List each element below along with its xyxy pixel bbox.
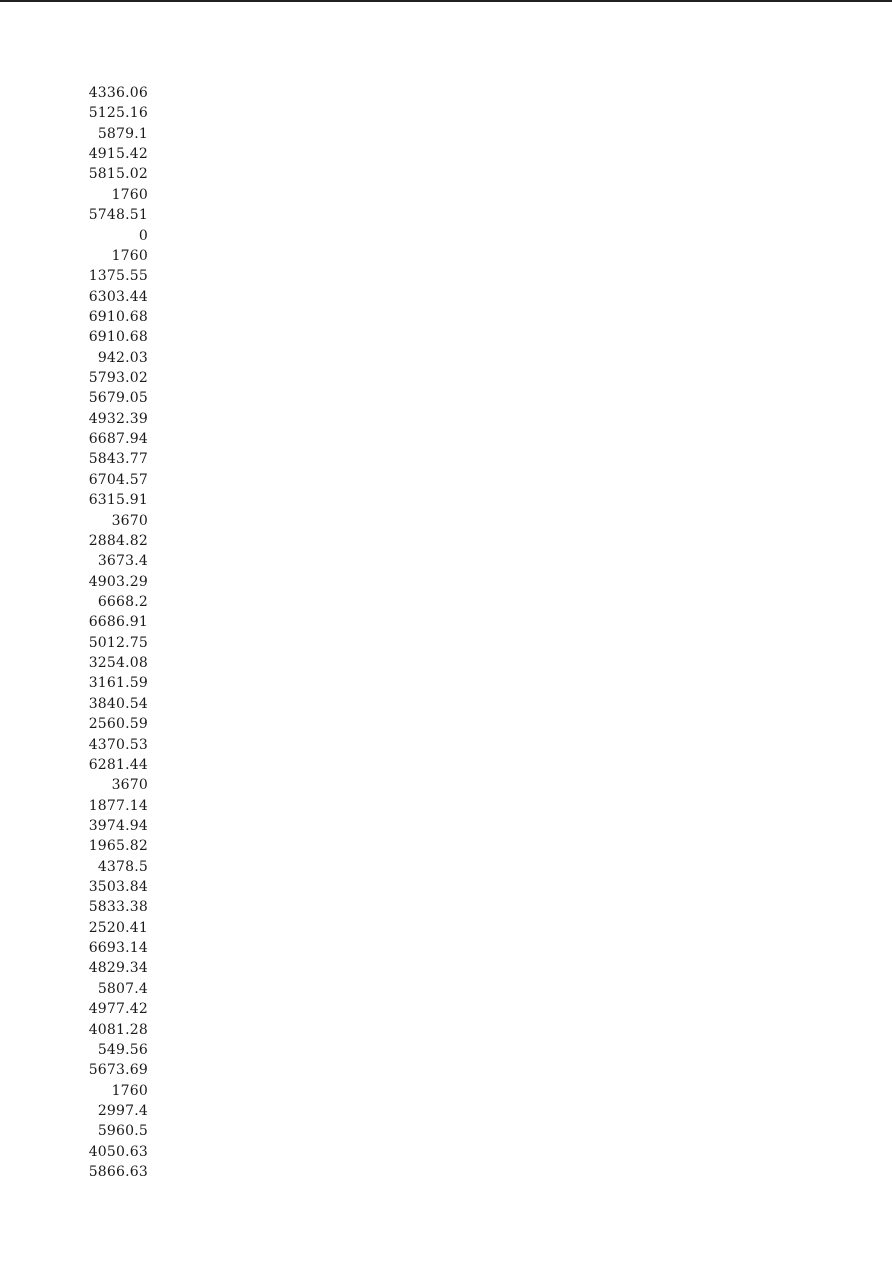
value-cell: 6693.14 bbox=[88, 940, 148, 957]
page-top-border bbox=[0, 0, 892, 2]
value-cell: 1760 bbox=[111, 1082, 148, 1099]
value-cell: 6668.2 bbox=[97, 593, 148, 610]
value-cell: 4829.34 bbox=[88, 960, 148, 977]
value-cell: 5815.02 bbox=[88, 166, 148, 183]
value-cell: 6686.91 bbox=[88, 614, 148, 631]
value-cell: 4932.39 bbox=[88, 410, 148, 427]
value-cell: 3161.59 bbox=[88, 675, 148, 692]
value-cell: 5960.5 bbox=[97, 1123, 148, 1140]
value-cell: 5807.4 bbox=[97, 980, 148, 997]
value-cell: 1760 bbox=[111, 247, 148, 264]
value-cell: 1375.55 bbox=[88, 268, 148, 285]
value-cell: 5012.75 bbox=[88, 634, 148, 651]
value-cell: 6910.68 bbox=[88, 308, 148, 325]
value-cell: 549.56 bbox=[97, 1041, 148, 1058]
value-cell: 4977.42 bbox=[88, 1001, 148, 1018]
value-cell: 4336.06 bbox=[88, 85, 148, 101]
value-cell: 1965.82 bbox=[88, 838, 148, 855]
value-cell: 5748.51 bbox=[88, 207, 148, 224]
value-cell: 4903.29 bbox=[88, 573, 148, 590]
value-cell: 942.03 bbox=[97, 349, 148, 366]
value-column bbox=[40, 83, 148, 1182]
value-cell: 6281.44 bbox=[88, 756, 148, 773]
value-cell: 5879.1 bbox=[97, 125, 148, 142]
value-cell: 5843.77 bbox=[88, 451, 148, 468]
value-cell: 3503.84 bbox=[88, 879, 148, 896]
value-cell: 6704.57 bbox=[88, 471, 148, 488]
value-cell: 5125.16 bbox=[88, 105, 148, 122]
value-cell: 3840.54 bbox=[88, 695, 148, 712]
value-cell: 5673.69 bbox=[88, 1062, 148, 1079]
value-cell: 5679.05 bbox=[88, 390, 148, 407]
value-cell: 1760 bbox=[111, 186, 148, 203]
value-cell: 6315.91 bbox=[88, 492, 148, 509]
value-cell: 4370.53 bbox=[88, 736, 148, 753]
value-cell: 1877.14 bbox=[88, 797, 148, 814]
value-cell: 4081.28 bbox=[88, 1021, 148, 1038]
value-cell: 5866.63 bbox=[88, 1164, 148, 1181]
value-cell: 6303.44 bbox=[88, 288, 148, 305]
value-cell: 2520.41 bbox=[88, 919, 148, 936]
value-cell: 6687.94 bbox=[88, 431, 148, 448]
value-cell: 4378.5 bbox=[97, 858, 148, 875]
value-cell: 3670 bbox=[111, 777, 148, 794]
value-cell: 6910.68 bbox=[88, 329, 148, 346]
value-cell: 4050.63 bbox=[88, 1143, 148, 1160]
value-cell: 0 bbox=[138, 227, 148, 244]
value-cell: 3974.94 bbox=[88, 817, 148, 834]
value-cell: 3254.08 bbox=[88, 655, 148, 672]
value-cell: 5833.38 bbox=[88, 899, 148, 916]
value-cell: 2997.4 bbox=[97, 1102, 148, 1119]
value-cell: 4915.42 bbox=[88, 146, 148, 163]
value-cell: 2560.59 bbox=[88, 716, 148, 733]
value-cell: 3670 bbox=[111, 512, 148, 529]
value-cell: 3673.4 bbox=[97, 553, 148, 570]
value-cell: 2884.82 bbox=[88, 532, 148, 549]
value-cell: 5793.02 bbox=[88, 370, 148, 387]
